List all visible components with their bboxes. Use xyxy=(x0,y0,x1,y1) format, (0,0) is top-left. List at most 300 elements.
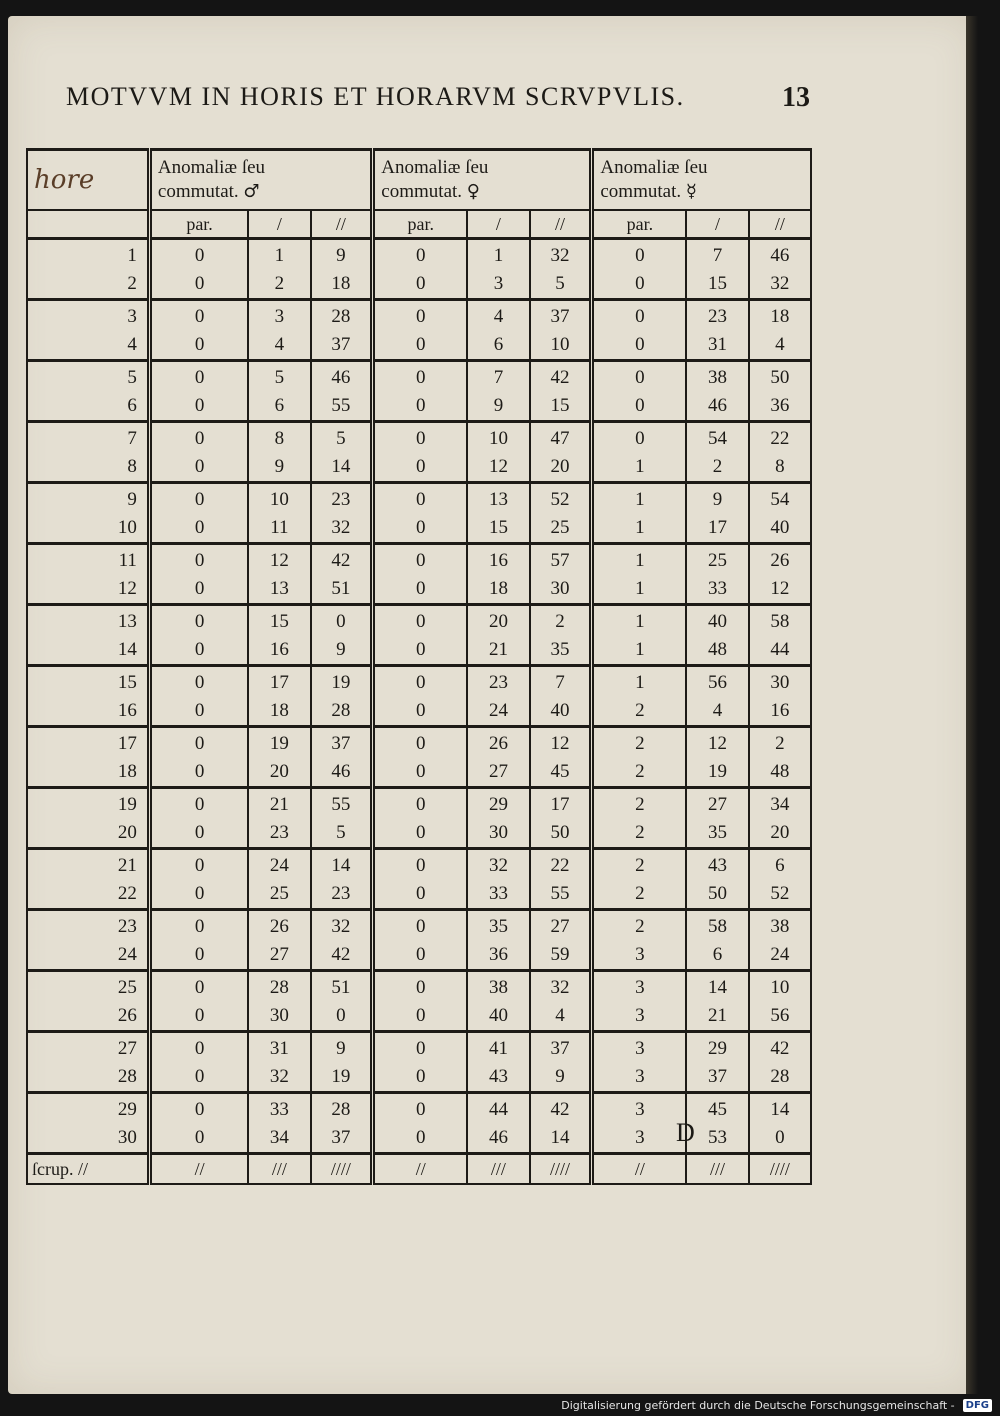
value-cell: 25 xyxy=(248,880,310,910)
value-cell: 0 xyxy=(373,514,468,544)
value-cell: 3 xyxy=(592,1032,687,1064)
value-cell: 57 xyxy=(530,544,592,576)
value-cell: 18 xyxy=(311,270,373,300)
value-cell: 0 xyxy=(373,910,468,942)
value-cell: 30 xyxy=(248,1002,310,1032)
value-cell: 3 xyxy=(467,270,529,300)
value-cell: 27 xyxy=(467,758,529,788)
value-cell: 31 xyxy=(686,331,748,361)
page-number: 13 xyxy=(782,82,810,113)
value-cell: 14 xyxy=(749,1093,811,1125)
value-cell: 14 xyxy=(686,971,748,1003)
value-cell: 42 xyxy=(530,361,592,393)
value-cell: 18 xyxy=(749,300,811,332)
value-cell: 1 xyxy=(592,514,687,544)
value-cell: 6 xyxy=(749,849,811,881)
mars-symbol-icon: ♂ xyxy=(243,181,260,202)
value-cell: 0 xyxy=(149,1063,248,1093)
value-cell: 0 xyxy=(373,788,468,820)
hour-cell: 7 xyxy=(27,422,149,454)
group-title: Anomaliæ ſeu xyxy=(600,157,708,178)
value-cell: 0 xyxy=(373,1093,468,1125)
value-cell: 0 xyxy=(149,270,248,300)
value-cell: 0 xyxy=(373,270,468,300)
value-cell: 0 xyxy=(149,483,248,515)
table-row xyxy=(27,544,811,576)
value-cell: 0 xyxy=(149,575,248,605)
value-cell: 0 xyxy=(373,1063,468,1093)
hour-cell: 16 xyxy=(27,697,149,727)
value-cell: 15 xyxy=(467,514,529,544)
value-cell: 50 xyxy=(686,880,748,910)
value-cell: 2 xyxy=(592,880,687,910)
value-cell: 0 xyxy=(149,666,248,698)
value-cell: 10 xyxy=(749,971,811,1003)
table-row xyxy=(27,575,811,605)
group-header-venus xyxy=(373,150,592,211)
value-cell: 0 xyxy=(149,1032,248,1064)
value-cell: 0 xyxy=(592,422,687,454)
value-cell: 0 xyxy=(373,605,468,637)
value-cell: 34 xyxy=(749,788,811,820)
value-cell: 0 xyxy=(373,239,468,271)
catchword: D xyxy=(676,1118,695,1147)
value-cell: 32 xyxy=(311,514,373,544)
value-cell: 42 xyxy=(530,1093,592,1125)
value-cell: 22 xyxy=(530,849,592,881)
value-cell: 29 xyxy=(686,1032,748,1064)
value-cell: 44 xyxy=(749,636,811,666)
value-cell: 52 xyxy=(749,880,811,910)
value-cell: 0 xyxy=(373,941,468,971)
hour-cell: 12 xyxy=(27,575,149,605)
value-cell: 37 xyxy=(311,331,373,361)
value-cell: 12 xyxy=(248,544,310,576)
value-cell: 23 xyxy=(248,819,310,849)
group-subtitle: commutat. xyxy=(157,181,239,202)
table-row xyxy=(27,636,811,666)
value-cell: 4 xyxy=(686,697,748,727)
value-cell: 0 xyxy=(149,544,248,576)
value-cell: 0 xyxy=(373,727,468,759)
running-title: MOTVVM IN HORIS ET HORARVM SCRVPVLIS. xyxy=(66,82,685,111)
value-cell: 1 xyxy=(592,605,687,637)
table-row xyxy=(27,910,811,942)
unit-empty xyxy=(27,210,149,239)
value-cell: 0 xyxy=(592,361,687,393)
value-cell: 16 xyxy=(467,544,529,576)
value-cell: 0 xyxy=(149,697,248,727)
value-cell: 27 xyxy=(686,788,748,820)
value-cell: 2 xyxy=(592,910,687,942)
value-cell: 58 xyxy=(749,605,811,637)
value-cell: 28 xyxy=(311,1093,373,1125)
table-row xyxy=(27,239,811,271)
mercury-symbol-icon: ☿ xyxy=(685,181,697,202)
value-cell: 9 xyxy=(530,1063,592,1093)
table-body xyxy=(27,239,811,1154)
table-row xyxy=(27,1063,811,1093)
value-cell: 0 xyxy=(149,300,248,332)
value-cell: 36 xyxy=(467,941,529,971)
value-cell: 10 xyxy=(530,331,592,361)
value-cell: 0 xyxy=(311,1002,373,1032)
value-cell: 0 xyxy=(373,1002,468,1032)
hour-cell: 21 xyxy=(27,849,149,881)
value-cell: 5 xyxy=(311,422,373,454)
value-cell: 32 xyxy=(530,239,592,271)
hour-cell: 14 xyxy=(27,636,149,666)
value-cell: 0 xyxy=(373,422,468,454)
table-row xyxy=(27,971,811,1003)
value-cell: 21 xyxy=(248,788,310,820)
value-cell: 0 xyxy=(592,300,687,332)
value-cell: 33 xyxy=(686,575,748,605)
value-cell: 3 xyxy=(592,971,687,1003)
value-cell: 48 xyxy=(749,758,811,788)
hour-cell: 15 xyxy=(27,666,149,698)
unit-header-row xyxy=(27,210,811,239)
value-cell: 9 xyxy=(686,483,748,515)
value-cell: 32 xyxy=(467,849,529,881)
value-cell: 26 xyxy=(749,544,811,576)
scrup-cell: /// xyxy=(686,1154,748,1185)
value-cell: 25 xyxy=(530,514,592,544)
table-row xyxy=(27,300,811,332)
value-cell: 17 xyxy=(248,666,310,698)
value-cell: 0 xyxy=(149,1002,248,1032)
scrup-cell: /// xyxy=(467,1154,529,1185)
unit-label: // xyxy=(530,210,592,239)
value-cell: 2 xyxy=(530,605,592,637)
value-cell: 1 xyxy=(592,483,687,515)
value-cell: 23 xyxy=(311,880,373,910)
value-cell: 38 xyxy=(749,910,811,942)
value-cell: 35 xyxy=(467,910,529,942)
value-cell: 22 xyxy=(749,422,811,454)
table-row xyxy=(27,331,811,361)
scrup-cell: /// xyxy=(248,1154,310,1185)
value-cell: 4 xyxy=(530,1002,592,1032)
value-cell: 10 xyxy=(248,483,310,515)
hour-cell: 13 xyxy=(27,605,149,637)
value-cell: 0 xyxy=(149,788,248,820)
value-cell: 48 xyxy=(686,636,748,666)
value-cell: 0 xyxy=(149,422,248,454)
value-cell: 32 xyxy=(311,910,373,942)
value-cell: 14 xyxy=(311,849,373,881)
value-cell: 9 xyxy=(467,392,529,422)
table-row xyxy=(27,483,811,515)
value-cell: 42 xyxy=(311,941,373,971)
value-cell: 53 xyxy=(686,1124,748,1154)
unit-label: / xyxy=(467,210,529,239)
value-cell: 55 xyxy=(311,788,373,820)
value-cell: 1 xyxy=(592,666,687,698)
value-cell: 2 xyxy=(592,727,687,759)
hour-cell: 17 xyxy=(27,727,149,759)
ephemeris-table xyxy=(26,148,812,1185)
value-cell: 55 xyxy=(530,880,592,910)
value-cell: 8 xyxy=(749,453,811,483)
value-cell: 1 xyxy=(592,544,687,576)
value-cell: 7 xyxy=(686,239,748,271)
value-cell: 0 xyxy=(149,849,248,881)
value-cell: 14 xyxy=(530,1124,592,1154)
hour-cell: 20 xyxy=(27,819,149,849)
value-cell: 50 xyxy=(749,361,811,393)
value-cell: 42 xyxy=(311,544,373,576)
value-cell: 45 xyxy=(686,1093,748,1125)
value-cell: 1 xyxy=(592,636,687,666)
value-cell: 33 xyxy=(248,1093,310,1125)
value-cell: 2 xyxy=(592,788,687,820)
value-cell: 36 xyxy=(749,392,811,422)
value-cell: 6 xyxy=(467,331,529,361)
value-cell: 45 xyxy=(530,758,592,788)
value-cell: 13 xyxy=(248,575,310,605)
table-row xyxy=(27,849,811,881)
value-cell: 25 xyxy=(686,544,748,576)
value-cell: 4 xyxy=(467,300,529,332)
value-cell: 12 xyxy=(686,727,748,759)
value-cell: 21 xyxy=(686,1002,748,1032)
table-row xyxy=(27,758,811,788)
unit-label: / xyxy=(248,210,310,239)
value-cell: 50 xyxy=(530,819,592,849)
scrup-cell: // xyxy=(149,1154,248,1185)
group-title: Anomaliæ ſeu xyxy=(157,157,266,178)
unit-label: par. xyxy=(373,210,468,239)
value-cell: 0 xyxy=(149,880,248,910)
value-cell: 3 xyxy=(592,1002,687,1032)
value-cell: 30 xyxy=(749,666,811,698)
value-cell: 0 xyxy=(373,300,468,332)
value-cell: 54 xyxy=(749,483,811,515)
value-cell: 19 xyxy=(686,758,748,788)
value-cell: 0 xyxy=(373,697,468,727)
value-cell: 3 xyxy=(592,941,687,971)
value-cell: 34 xyxy=(248,1124,310,1154)
value-cell: 0 xyxy=(149,727,248,759)
hour-cell: 29 xyxy=(27,1093,149,1125)
value-cell: 40 xyxy=(530,697,592,727)
scrup-cell: //// xyxy=(530,1154,592,1185)
value-cell: 2 xyxy=(592,758,687,788)
table-row xyxy=(27,1032,811,1064)
value-cell: 51 xyxy=(311,971,373,1003)
value-cell: 7 xyxy=(530,666,592,698)
hour-cell: 27 xyxy=(27,1032,149,1064)
value-cell: 0 xyxy=(373,483,468,515)
value-cell: 0 xyxy=(149,514,248,544)
value-cell: 37 xyxy=(530,300,592,332)
value-cell: 6 xyxy=(248,392,310,422)
value-cell: 0 xyxy=(149,819,248,849)
value-cell: 44 xyxy=(467,1093,529,1125)
value-cell: 24 xyxy=(467,697,529,727)
value-cell: 0 xyxy=(149,941,248,971)
value-cell: 0 xyxy=(149,758,248,788)
value-cell: 27 xyxy=(248,941,310,971)
value-cell: 3 xyxy=(592,1124,687,1154)
value-cell: 12 xyxy=(749,575,811,605)
value-cell: 19 xyxy=(311,666,373,698)
value-cell: 13 xyxy=(467,483,529,515)
value-cell: 40 xyxy=(467,1002,529,1032)
value-cell: 16 xyxy=(248,636,310,666)
value-cell: 46 xyxy=(749,239,811,271)
value-cell: 40 xyxy=(749,514,811,544)
value-cell: 0 xyxy=(373,758,468,788)
value-cell: 35 xyxy=(686,819,748,849)
value-cell: 0 xyxy=(373,331,468,361)
hour-cell: 8 xyxy=(27,453,149,483)
value-cell: 23 xyxy=(311,483,373,515)
value-cell: 32 xyxy=(530,971,592,1003)
table-row xyxy=(27,666,811,698)
value-cell: 20 xyxy=(530,453,592,483)
value-cell: 35 xyxy=(530,636,592,666)
group-subtitle: commutat. xyxy=(600,181,682,202)
value-cell: 0 xyxy=(149,239,248,271)
value-cell: 0 xyxy=(149,1124,248,1154)
value-cell: 54 xyxy=(686,422,748,454)
value-cell: 0 xyxy=(749,1124,811,1154)
hour-cell: 23 xyxy=(27,910,149,942)
value-cell: 55 xyxy=(311,392,373,422)
value-cell: 0 xyxy=(373,1124,468,1154)
value-cell: 46 xyxy=(311,361,373,393)
hour-cell: 26 xyxy=(27,1002,149,1032)
value-cell: 23 xyxy=(467,666,529,698)
value-cell: 0 xyxy=(373,880,468,910)
value-cell: 51 xyxy=(311,575,373,605)
value-cell: 14 xyxy=(311,453,373,483)
value-cell: 2 xyxy=(592,819,687,849)
value-cell: 43 xyxy=(686,849,748,881)
page-edge-shadow xyxy=(966,16,978,1394)
value-cell: 2 xyxy=(592,697,687,727)
unit-label: // xyxy=(311,210,373,239)
value-cell: 0 xyxy=(311,605,373,637)
value-cell: 6 xyxy=(686,941,748,971)
table-row xyxy=(27,788,811,820)
table-row xyxy=(27,1002,811,1032)
hour-cell: 9 xyxy=(27,483,149,515)
scrup-label: ſcrup. // xyxy=(27,1154,149,1185)
value-cell: 12 xyxy=(467,453,529,483)
group-header-mercury xyxy=(592,150,811,211)
value-cell: 15 xyxy=(686,270,748,300)
value-cell: 24 xyxy=(248,849,310,881)
value-cell: 5 xyxy=(311,819,373,849)
hour-cell: 2 xyxy=(27,270,149,300)
value-cell: 1 xyxy=(467,239,529,271)
scrup-cell: //// xyxy=(749,1154,811,1185)
value-cell: 9 xyxy=(248,453,310,483)
value-cell: 0 xyxy=(592,239,687,271)
value-cell: 5 xyxy=(248,361,310,393)
value-cell: 46 xyxy=(311,758,373,788)
hour-cell: 5 xyxy=(27,361,149,393)
value-cell: 3 xyxy=(592,1063,687,1093)
value-cell: 23 xyxy=(686,300,748,332)
table-row xyxy=(27,941,811,971)
value-cell: 0 xyxy=(149,636,248,666)
value-cell: 9 xyxy=(311,636,373,666)
scrup-cell: //// xyxy=(311,1154,373,1185)
table-row xyxy=(27,605,811,637)
value-cell: 0 xyxy=(373,849,468,881)
value-cell: 42 xyxy=(749,1032,811,1064)
dfg-logo: DFG xyxy=(963,1399,992,1412)
value-cell: 0 xyxy=(149,910,248,942)
value-cell: 18 xyxy=(248,697,310,727)
value-cell: 0 xyxy=(373,392,468,422)
unit-label: // xyxy=(749,210,811,239)
value-cell: 26 xyxy=(467,727,529,759)
value-cell: 19 xyxy=(248,727,310,759)
value-cell: 38 xyxy=(686,361,748,393)
table-row xyxy=(27,514,811,544)
value-cell: 7 xyxy=(467,361,529,393)
value-cell: 0 xyxy=(373,1032,468,1064)
value-cell: 38 xyxy=(467,971,529,1003)
value-cell: 0 xyxy=(149,1093,248,1125)
hour-cell: 30 xyxy=(27,1124,149,1154)
value-cell: 20 xyxy=(467,605,529,637)
value-cell: 1 xyxy=(592,575,687,605)
value-cell: 28 xyxy=(311,300,373,332)
value-cell: 26 xyxy=(248,910,310,942)
footer-credit: Digitalisierung gefördert durch die Deutsche Forschungsgemeinschaft - xyxy=(561,1398,955,1412)
value-cell: 20 xyxy=(749,819,811,849)
value-cell: 2 xyxy=(686,453,748,483)
table-row xyxy=(27,453,811,483)
value-cell: 37 xyxy=(311,727,373,759)
value-cell: 15 xyxy=(248,605,310,637)
value-cell: 0 xyxy=(373,819,468,849)
value-cell: 0 xyxy=(149,605,248,637)
value-cell: 0 xyxy=(373,666,468,698)
value-cell: 56 xyxy=(749,1002,811,1032)
group-subtitle: commutat. xyxy=(381,181,463,202)
value-cell: 32 xyxy=(749,270,811,300)
value-cell: 28 xyxy=(311,697,373,727)
value-cell: 0 xyxy=(149,392,248,422)
scrup-row xyxy=(27,1154,811,1185)
hour-cell: 11 xyxy=(27,544,149,576)
value-cell: 2 xyxy=(592,849,687,881)
value-cell: 5 xyxy=(530,270,592,300)
hour-cell: 4 xyxy=(27,331,149,361)
value-cell: 4 xyxy=(248,331,310,361)
hour-cell: 1 xyxy=(27,239,149,271)
unit-label: / xyxy=(686,210,748,239)
value-cell: 0 xyxy=(149,971,248,1003)
value-cell: 3 xyxy=(248,300,310,332)
value-cell: 28 xyxy=(248,971,310,1003)
value-cell: 12 xyxy=(530,727,592,759)
table-row xyxy=(27,727,811,759)
unit-label: par. xyxy=(592,210,687,239)
value-cell: 47 xyxy=(530,422,592,454)
value-cell: 0 xyxy=(149,453,248,483)
value-cell: 40 xyxy=(686,605,748,637)
value-cell: 9 xyxy=(311,239,373,271)
value-cell: 28 xyxy=(749,1063,811,1093)
